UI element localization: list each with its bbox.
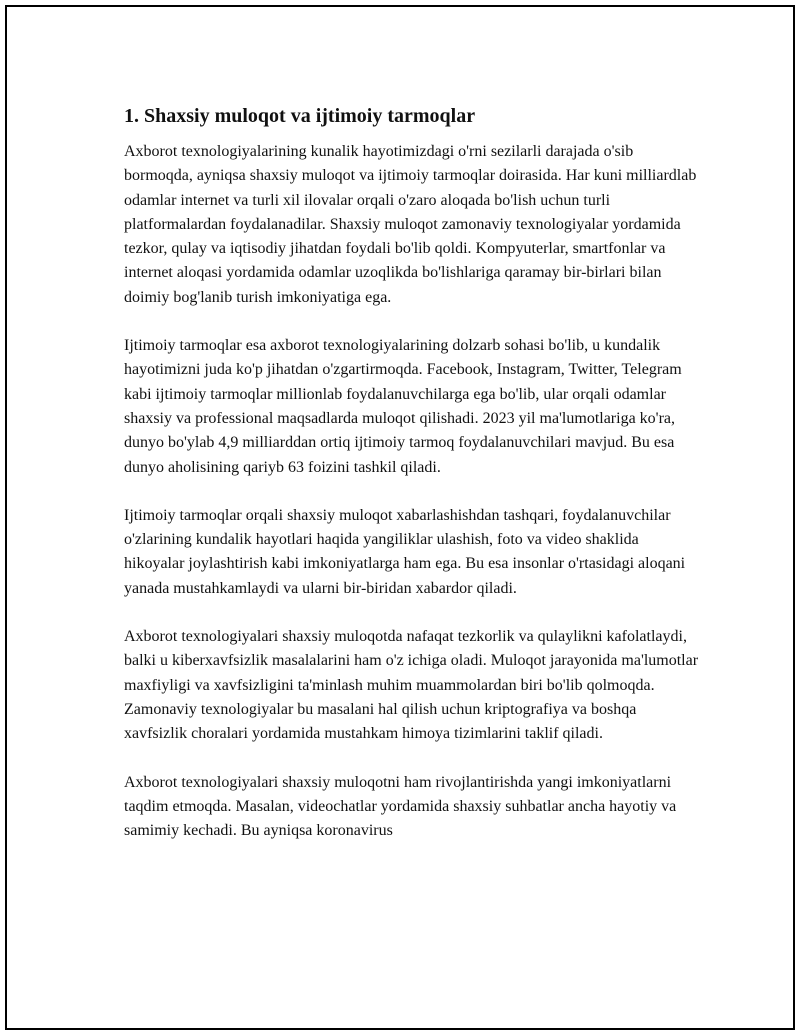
section-heading: 1. Shaxsiy muloqot va ijtimoiy tarmoqlar bbox=[124, 105, 476, 127]
paragraph-5: Axborot texnologiyalari shaxsiy muloqotni ham rivojlantirishda yangi imkoniyatlarni taqdim etmoqda. Masalan, videochatlar yordamida shaxsiy suhbatlar ancha hayotiy va samimiy kechadi. Bu ayniqsa koronavirus bbox=[124, 773, 677, 840]
paragraph-4: Axborot texnologiyalari shaxsiy muloqotda nafaqat tezkorlik va qulaylikni kafolatlaydi, balki u kiberxavfsizlik masalalarini ham o'z ichiga oladi. Muloqot jarayonida ma'lumotlar maxfiyligi va xavfsizligini ta'minlash muhim muammolardan biri bo'lib qolmoqda. Zamonaviy texnologiyalar bu masalani hal qilish uchun kriptografiya va boshqa xavfsizlik choralari yordamida mustahkam himoya tizimlarini taklif qiladi. bbox=[124, 628, 699, 743]
paragraph-2: Ijtimoiy tarmoqlar esa axborot texnologiyalarining dolzarb sohasi bo'lib, u kundalik hayotimizni juda ko'p jihatdan o'zgartirmoqda. Facebook, Instagram, Twitter, Telegram kabi ijtimoiy tarmoqlar millionlab foydalanuvchilarga ega bo'lib, ular orqali odamlar shaxsiy va professional maqsadlarda muloqot qilishadi. 2023 yil ma'lumotlariga ko'ra, dunyo bo'ylab 4,9 milliarddan ortiq ijtimoiy tarmoq foydalanuvchilari mavjud. Bu esa dunyo aholisining qariyb 63 foizini tashkil qiladi. bbox=[124, 337, 682, 476]
document-body bbox=[124, 102, 699, 867]
paragraph-3: Ijtimoiy tarmoqlar orqali shaxsiy muloqot xabarlashishdan tashqari, foydalanuvchilar o'zlarining kundalik hayotlari haqida yangiliklar ulashish, foto va video shaklida hikoyalar joylashtirish kabi imkoniyatlarga ham ega. Bu esa insonlar o'rtasidagi aloqani yanada mustahkamlaydi va ularni bir-biridan xabardor qiladi. bbox=[124, 506, 686, 597]
page-frame bbox=[5, 5, 795, 1030]
paragraph-1: Axborot texnologiyalarining kunalik hayotimizdagi o'rni sezilarli darajada o'sib bormoqda, ayniqsa shaxsiy muloqot va ijtimoiy tarmoqlar doirasida. Har kuni milliardlab odamlar internet va turli xil ilovalar orqali o'zaro aloqada bo'lish uchun turli platformalardan foydalanadilar. Shaxsiy muloqot zamonaviy texnologiyalar yordamida tezkor, qulay va iqtisodiy jihatdan foydali bo'lib qoldi. Kompyuterlar, smartfonlar va internet aloqasi yordamida odamlar uzoqlikda bo'lishlariga qaramay bir-birlari bilan doimiy bog'lanib turish imkoniyatiga ega. bbox=[124, 143, 697, 306]
